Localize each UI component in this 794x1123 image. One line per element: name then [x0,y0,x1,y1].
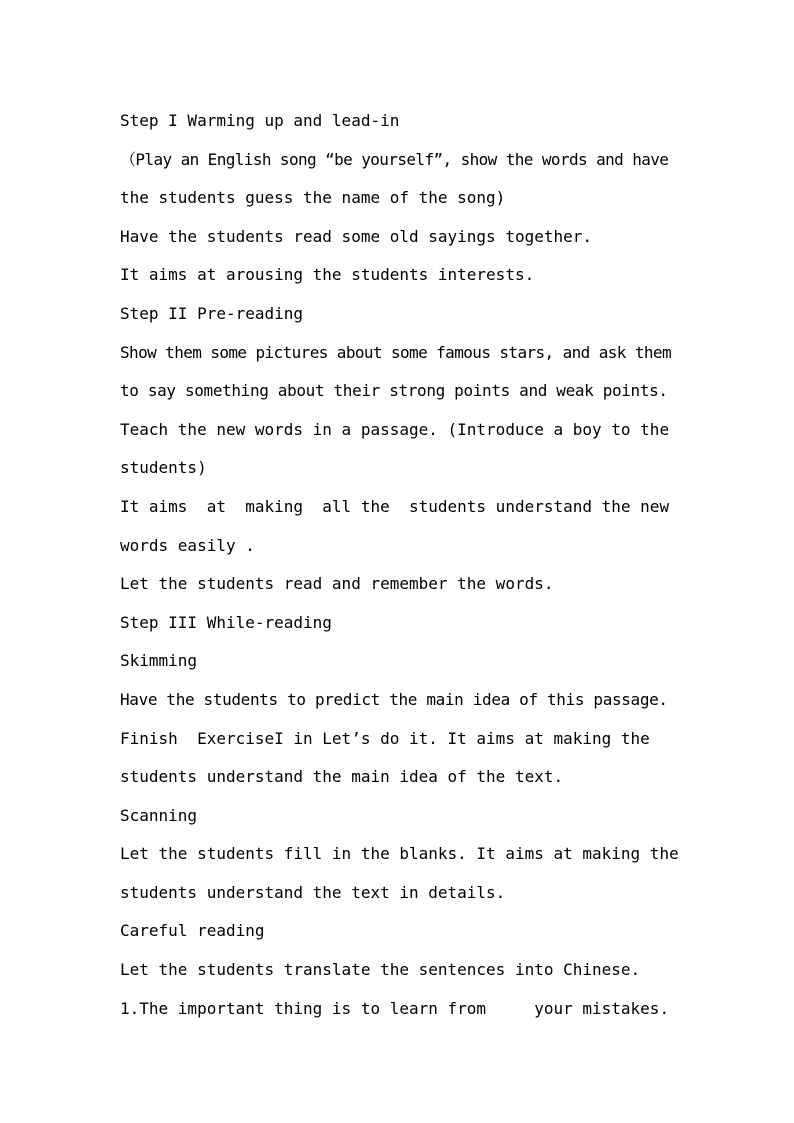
scanning-blanks-cont: students understand the text in details. [120,882,506,902]
step-2-pictures: Show them some pictures about some famous stars, and ask them [120,342,672,362]
skimming-exercise: Finish ExerciseI in Let’s do it. It aims at making the [120,728,650,748]
step-1-sayings: Have the students read some old sayings together. [120,226,593,246]
step-2-aim: It aims at making all the students understand the new [120,496,670,516]
step-2-teach-words: Teach the new words in a passage. (Introduce a boy to the [120,419,670,439]
step-1-instruction-cont: the students guess the name of the song) [120,188,506,208]
scanning-heading: Scanning [120,805,198,825]
step-1-heading: Step I Warming up and lead-in [120,111,400,130]
skimming-exercise-cont: students understand the main idea of the text. [120,767,564,787]
step-1-aim: It aims at arousing the students interests. [120,265,535,285]
step-2-teach-words-cont: students) [120,458,207,478]
sentence-1: 1.The important thing is to learn from your mistakes. [120,998,670,1018]
step-2-pictures-cont: to say something about their strong points and weak points. [120,381,668,401]
step-1-instruction: （Play an English song “be yourself”, show the words and have [120,149,669,169]
step-2-remember: Let the students read and remember the words. [120,574,554,594]
document-body [120,109,680,1035]
step-2-heading: Step II Pre-reading [120,303,304,323]
scanning-blanks: Let the students fill in the blanks. It aims at making the [120,844,679,864]
step-3-heading: Step III While-reading [120,612,332,632]
skimming-predict: Have the students to predict the main idea of this passage. [120,689,668,709]
careful-reading-translate: Let the students translate the sentences into Chinese. [120,960,641,980]
skimming-heading: Skimming [120,651,198,671]
step-2-aim-cont: words easily . [120,535,255,555]
careful-reading-heading: Careful reading [120,921,265,941]
